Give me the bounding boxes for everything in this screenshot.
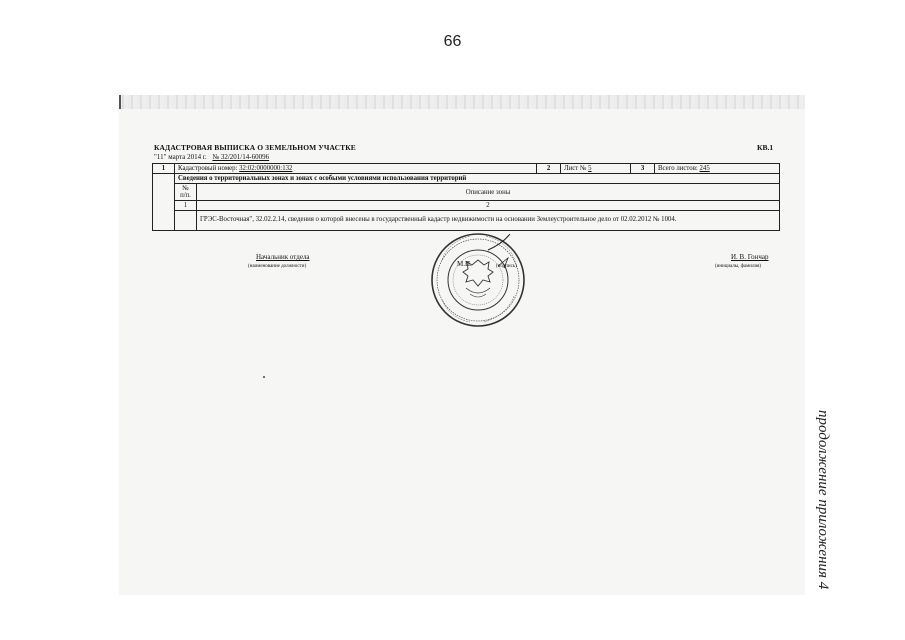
table-row [153, 164, 780, 174]
zone-number-cell [175, 211, 197, 231]
form-code: КВ.1 [757, 143, 774, 152]
total-label: Всего листов: [658, 165, 698, 172]
stamp-place-label: М.П. [457, 260, 472, 268]
sheet-label: Лист № [564, 165, 587, 172]
cadastral-number: 32:02:0000000:132 [239, 165, 293, 172]
cell-index-3: 3 [631, 164, 655, 174]
section-title: Сведения о территориальных зонах и зонах с особыми условиями использования территорий [175, 174, 780, 184]
sheet-cell [561, 164, 631, 174]
date-text: "11" марта 2014 г. [154, 153, 207, 161]
signer-name: И. В. Гончар [731, 253, 769, 261]
column-index-2: 2 [197, 201, 780, 211]
table-row [153, 174, 780, 184]
total-number: 245 [699, 165, 710, 172]
sheet-number: 5 [588, 165, 592, 172]
document-number: № 32/201/14-60096 [212, 153, 270, 161]
blank-cell [153, 174, 175, 231]
position-caption: (наименование должности) [248, 264, 307, 269]
cadastral-table [152, 163, 780, 231]
table-row [153, 201, 780, 211]
row-index: 1 [153, 164, 175, 174]
column-index-1: 1 [175, 201, 197, 211]
document-title: КАДАСТРОВАЯ ВЫПИСКА О ЗЕМЕЛЬНОМ УЧАСТКЕ [154, 143, 356, 152]
side-caption: продолжение приложения 4 [815, 410, 831, 590]
scan-top-band [119, 95, 805, 109]
total-sheets-cell [655, 164, 780, 174]
official-stamp-seal [428, 230, 528, 330]
column-header-number: № п/п. [175, 184, 197, 201]
page-number: 66 [443, 33, 462, 50]
cadastral-label: Кадастровый номер: [178, 165, 238, 172]
column-header-description: Описание зоны [197, 184, 780, 201]
scan-left-mark [119, 95, 121, 109]
position-title: Начальник отдела [256, 253, 310, 261]
signature-caption: (подпись) [496, 264, 517, 269]
scan-speck [263, 376, 265, 378]
table-row [153, 184, 780, 201]
cell-index-2: 2 [537, 164, 561, 174]
table-row [153, 211, 780, 231]
cadastral-number-cell [175, 164, 537, 174]
document-date [154, 153, 269, 161]
zone-description: ГРЭС-Восточная", 32.02.2.14, сведения о которой внесены в государственный кадастр недвижимости на основании Землеустроительное дело от 02.02.2012 № 1004. [197, 211, 780, 231]
signer-caption: (инициалы, фамилия) [715, 264, 762, 269]
